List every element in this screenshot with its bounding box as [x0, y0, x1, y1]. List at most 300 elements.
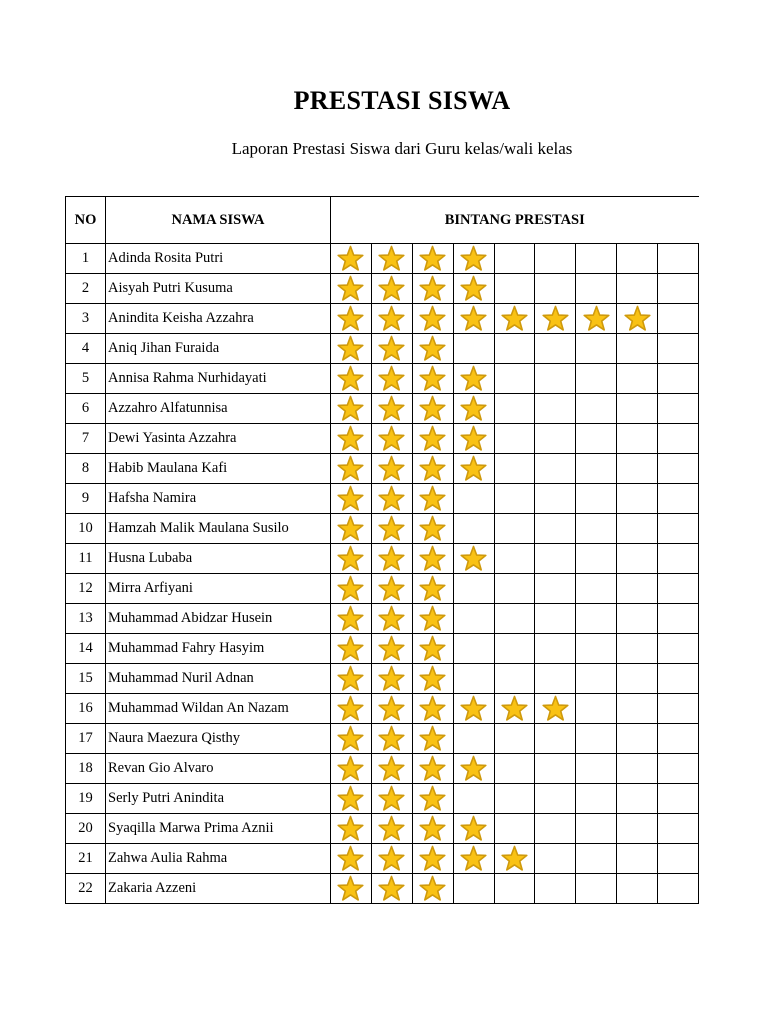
star-cell	[494, 604, 535, 634]
star-cell	[331, 394, 372, 424]
star-cell	[371, 634, 412, 664]
star-icon	[378, 665, 405, 692]
star-cell	[331, 874, 372, 904]
star-cell	[331, 274, 372, 304]
star-cell	[617, 724, 658, 754]
star-cell	[617, 454, 658, 484]
student-name: Serly Putri Anindita	[106, 784, 331, 814]
row-number: 18	[66, 754, 106, 784]
star-cell	[535, 814, 576, 844]
row-number: 13	[66, 604, 106, 634]
student-name: Zakaria Azzeni	[106, 874, 331, 904]
star-cell	[453, 334, 494, 364]
star-cell	[658, 664, 699, 694]
star-cell	[412, 364, 453, 394]
star-cell	[576, 694, 617, 724]
star-icon	[460, 845, 487, 872]
star-cell	[617, 304, 658, 334]
star-cell	[371, 364, 412, 394]
star-cell	[576, 874, 617, 904]
star-cell	[535, 304, 576, 334]
row-number: 2	[66, 274, 106, 304]
student-name: Hafsha Namira	[106, 484, 331, 514]
star-icon	[583, 305, 610, 332]
star-cell	[453, 544, 494, 574]
star-cell	[453, 514, 494, 544]
star-cell	[412, 424, 453, 454]
achievement-table	[65, 196, 699, 904]
star-cell	[453, 364, 494, 394]
star-cell	[494, 844, 535, 874]
star-icon	[460, 245, 487, 272]
row-number: 11	[66, 544, 106, 574]
star-icon	[337, 365, 364, 392]
star-icon	[337, 455, 364, 482]
star-cell	[535, 394, 576, 424]
star-cell	[576, 274, 617, 304]
star-cell	[371, 874, 412, 904]
star-icon	[337, 335, 364, 362]
star-icon	[624, 305, 651, 332]
star-cell	[453, 874, 494, 904]
star-cell	[658, 814, 699, 844]
star-cell	[617, 244, 658, 274]
star-cell	[412, 724, 453, 754]
star-cell	[576, 634, 617, 664]
star-cell	[617, 604, 658, 634]
star-cell	[494, 814, 535, 844]
star-cell	[576, 574, 617, 604]
star-cell	[371, 244, 412, 274]
star-cell	[658, 724, 699, 754]
student-name: Zahwa Aulia Rahma	[106, 844, 331, 874]
table-row	[66, 784, 699, 814]
star-cell	[494, 484, 535, 514]
table-row	[66, 724, 699, 754]
star-cell	[331, 754, 372, 784]
student-name: Azzahro Alfatunnisa	[106, 394, 331, 424]
star-cell	[412, 304, 453, 334]
star-cell	[617, 874, 658, 904]
star-icon	[378, 515, 405, 542]
star-icon	[378, 725, 405, 752]
star-cell	[658, 574, 699, 604]
star-cell	[412, 604, 453, 634]
star-cell	[617, 634, 658, 664]
star-cell	[617, 424, 658, 454]
star-cell	[412, 274, 453, 304]
table-row	[66, 274, 699, 304]
star-cell	[412, 634, 453, 664]
student-name: Syaqilla Marwa Prima Aznii	[106, 814, 331, 844]
star-icon	[337, 845, 364, 872]
row-number: 17	[66, 724, 106, 754]
star-cell	[576, 364, 617, 394]
star-icon	[378, 815, 405, 842]
star-cell	[453, 784, 494, 814]
star-cell	[576, 544, 617, 574]
star-icon	[419, 755, 446, 782]
star-cell	[371, 334, 412, 364]
row-number: 6	[66, 394, 106, 424]
star-cell	[617, 814, 658, 844]
student-name: Adinda Rosita Putri	[106, 244, 331, 274]
star-cell	[535, 694, 576, 724]
star-icon	[337, 815, 364, 842]
star-icon	[419, 515, 446, 542]
star-cell	[658, 424, 699, 454]
star-icon	[542, 305, 569, 332]
star-cell	[494, 784, 535, 814]
star-cell	[494, 424, 535, 454]
star-cell	[412, 664, 453, 694]
star-icon	[419, 575, 446, 602]
star-icon	[337, 605, 364, 632]
star-cell	[535, 724, 576, 754]
page-title: PRESTASI SISWA	[293, 86, 511, 115]
star-cell	[658, 364, 699, 394]
star-icon	[378, 305, 405, 332]
star-cell	[453, 844, 494, 874]
star-cell	[371, 604, 412, 634]
star-cell	[331, 334, 372, 364]
student-name: Muhammad Nuril Adnan	[106, 664, 331, 694]
star-cell	[494, 514, 535, 544]
star-icon	[419, 545, 446, 572]
star-cell	[576, 334, 617, 364]
star-icon	[419, 815, 446, 842]
star-cell	[576, 484, 617, 514]
star-cell	[576, 394, 617, 424]
star-cell	[453, 244, 494, 274]
star-cell	[371, 304, 412, 334]
row-number: 20	[66, 814, 106, 844]
star-cell	[658, 484, 699, 514]
star-cell	[453, 604, 494, 634]
star-cell	[617, 274, 658, 304]
star-icon	[337, 545, 364, 572]
star-cell	[331, 694, 372, 724]
table-row	[66, 304, 699, 334]
table-row	[66, 634, 699, 664]
star-cell	[535, 874, 576, 904]
star-icon	[501, 845, 528, 872]
star-cell	[412, 484, 453, 514]
student-name: Muhammad Abidzar Husein	[106, 604, 331, 634]
table-row	[66, 244, 699, 274]
row-number: 19	[66, 784, 106, 814]
star-cell	[617, 844, 658, 874]
star-icon	[378, 785, 405, 812]
star-cell	[412, 784, 453, 814]
star-cell	[658, 394, 699, 424]
star-cell	[658, 604, 699, 634]
star-cell	[617, 514, 658, 544]
star-icon	[378, 545, 405, 572]
star-cell	[453, 814, 494, 844]
star-cell	[371, 424, 412, 454]
star-icon	[419, 245, 446, 272]
star-cell	[331, 364, 372, 394]
table-row	[66, 844, 699, 874]
star-cell	[494, 274, 535, 304]
star-icon	[378, 455, 405, 482]
page-subtitle: Laporan Prestasi Siswa dari Guru kelas/wali kelas	[231, 139, 573, 158]
student-name: Aniq Jihan Furaida	[106, 334, 331, 364]
star-icon	[419, 485, 446, 512]
star-icon	[337, 425, 364, 452]
star-cell	[535, 364, 576, 394]
star-cell	[412, 874, 453, 904]
star-cell	[576, 304, 617, 334]
star-cell	[658, 634, 699, 664]
star-icon	[419, 665, 446, 692]
star-cell	[453, 634, 494, 664]
star-cell	[412, 754, 453, 784]
star-cell	[331, 484, 372, 514]
star-cell	[453, 274, 494, 304]
row-number: 22	[66, 874, 106, 904]
star-cell	[535, 574, 576, 604]
star-icon	[460, 455, 487, 482]
star-icon	[460, 275, 487, 302]
student-name: Dewi Yasinta Azzahra	[106, 424, 331, 454]
table-row	[66, 604, 699, 634]
star-cell	[617, 544, 658, 574]
star-cell	[658, 874, 699, 904]
star-cell	[371, 814, 412, 844]
star-icon	[378, 605, 405, 632]
star-cell	[535, 424, 576, 454]
star-cell	[331, 634, 372, 664]
row-number: 3	[66, 304, 106, 334]
student-name: Naura Maezura Qisthy	[106, 724, 331, 754]
star-cell	[453, 304, 494, 334]
star-icon	[378, 395, 405, 422]
star-cell	[494, 874, 535, 904]
student-name: Mirra Arfiyani	[106, 574, 331, 604]
star-cell	[412, 544, 453, 574]
star-icon	[542, 695, 569, 722]
star-icon	[337, 785, 364, 812]
star-cell	[371, 574, 412, 604]
table-row	[66, 664, 699, 694]
student-name: Husna Lubaba	[106, 544, 331, 574]
table-row	[66, 454, 699, 484]
star-cell	[576, 814, 617, 844]
star-cell	[617, 334, 658, 364]
star-cell	[371, 664, 412, 694]
header-no: NO	[66, 197, 106, 244]
star-icon	[378, 425, 405, 452]
star-cell	[331, 664, 372, 694]
star-cell	[576, 454, 617, 484]
star-cell	[371, 484, 412, 514]
star-icon	[337, 305, 364, 332]
row-number: 15	[66, 664, 106, 694]
star-cell	[494, 694, 535, 724]
star-cell	[658, 784, 699, 814]
table-row	[66, 364, 699, 394]
star-cell	[576, 424, 617, 454]
star-cell	[535, 604, 576, 634]
star-cell	[535, 514, 576, 544]
star-icon	[337, 725, 364, 752]
star-icon	[460, 815, 487, 842]
star-cell	[535, 664, 576, 694]
star-cell	[412, 454, 453, 484]
star-cell	[658, 244, 699, 274]
header-bintang-prestasi: BINTANG PRESTASI	[331, 197, 699, 244]
star-cell	[576, 724, 617, 754]
star-icon	[378, 245, 405, 272]
star-icon	[460, 305, 487, 332]
star-icon	[337, 485, 364, 512]
star-icon	[419, 605, 446, 632]
star-icon	[460, 365, 487, 392]
table-row	[66, 814, 699, 844]
row-number: 10	[66, 514, 106, 544]
star-icon	[378, 695, 405, 722]
star-icon	[378, 275, 405, 302]
star-cell	[535, 244, 576, 274]
table-row	[66, 754, 699, 784]
star-cell	[331, 784, 372, 814]
star-cell	[617, 694, 658, 724]
row-number: 16	[66, 694, 106, 724]
star-cell	[331, 604, 372, 634]
table-row	[66, 394, 699, 424]
star-icon	[501, 305, 528, 332]
row-number: 21	[66, 844, 106, 874]
star-icon	[337, 665, 364, 692]
star-cell	[331, 514, 372, 544]
star-icon	[378, 575, 405, 602]
star-cell	[412, 334, 453, 364]
star-cell	[412, 574, 453, 604]
star-icon	[337, 515, 364, 542]
star-cell	[576, 844, 617, 874]
table-row	[66, 574, 699, 604]
star-cell	[412, 514, 453, 544]
star-icon	[419, 875, 446, 902]
table-row	[66, 694, 699, 724]
star-icon	[419, 785, 446, 812]
star-cell	[371, 514, 412, 544]
star-icon	[337, 575, 364, 602]
star-cell	[617, 574, 658, 604]
row-number: 14	[66, 634, 106, 664]
star-cell	[658, 844, 699, 874]
star-cell	[371, 784, 412, 814]
star-cell	[331, 814, 372, 844]
star-cell	[494, 244, 535, 274]
star-cell	[658, 514, 699, 544]
star-cell	[371, 544, 412, 574]
star-icon	[460, 395, 487, 422]
student-name: Anindita Keisha Azzahra	[106, 304, 331, 334]
star-cell	[535, 784, 576, 814]
star-icon	[460, 695, 487, 722]
student-name: Muhammad Wildan An Nazam	[106, 694, 331, 724]
star-icon	[378, 845, 405, 872]
star-icon	[337, 275, 364, 302]
student-name: Muhammad Fahry Hasyim	[106, 634, 331, 664]
star-cell	[494, 364, 535, 394]
table-row	[66, 514, 699, 544]
star-icon	[378, 485, 405, 512]
student-name: Hamzah Malik Maulana Susilo	[106, 514, 331, 544]
star-cell	[331, 424, 372, 454]
star-cell	[617, 484, 658, 514]
star-cell	[412, 694, 453, 724]
star-cell	[658, 334, 699, 364]
table-row	[66, 544, 699, 574]
star-cell	[453, 754, 494, 784]
star-icon	[460, 755, 487, 782]
student-name: Annisa Rahma Nurhidayati	[106, 364, 331, 394]
star-cell	[453, 484, 494, 514]
row-number: 4	[66, 334, 106, 364]
star-cell	[494, 304, 535, 334]
star-cell	[658, 544, 699, 574]
row-number: 9	[66, 484, 106, 514]
student-name: Habib Maulana Kafi	[106, 454, 331, 484]
star-icon	[378, 755, 405, 782]
table-row	[66, 424, 699, 454]
star-cell	[617, 664, 658, 694]
row-number: 1	[66, 244, 106, 274]
star-icon	[419, 455, 446, 482]
star-icon	[419, 395, 446, 422]
row-number: 12	[66, 574, 106, 604]
star-cell	[412, 814, 453, 844]
star-cell	[371, 694, 412, 724]
star-cell	[331, 304, 372, 334]
star-cell	[617, 394, 658, 424]
star-icon	[419, 425, 446, 452]
star-cell	[331, 574, 372, 604]
star-cell	[617, 754, 658, 784]
star-icon	[419, 725, 446, 752]
star-icon	[419, 305, 446, 332]
star-cell	[331, 544, 372, 574]
star-cell	[576, 244, 617, 274]
star-cell	[535, 484, 576, 514]
star-icon	[378, 875, 405, 902]
star-icon	[419, 275, 446, 302]
star-cell	[331, 724, 372, 754]
star-cell	[535, 754, 576, 784]
star-icon	[337, 875, 364, 902]
star-cell	[412, 394, 453, 424]
star-cell	[453, 724, 494, 754]
star-icon	[419, 845, 446, 872]
star-icon	[419, 365, 446, 392]
table-body	[66, 244, 699, 904]
star-cell	[453, 574, 494, 604]
star-cell	[535, 844, 576, 874]
star-cell	[576, 784, 617, 814]
star-icon	[460, 545, 487, 572]
star-cell	[453, 454, 494, 484]
star-cell	[331, 454, 372, 484]
star-icon	[337, 245, 364, 272]
star-cell	[535, 454, 576, 484]
star-cell	[658, 694, 699, 724]
star-cell	[371, 844, 412, 874]
student-name: Aisyah Putri Kusuma	[106, 274, 331, 304]
